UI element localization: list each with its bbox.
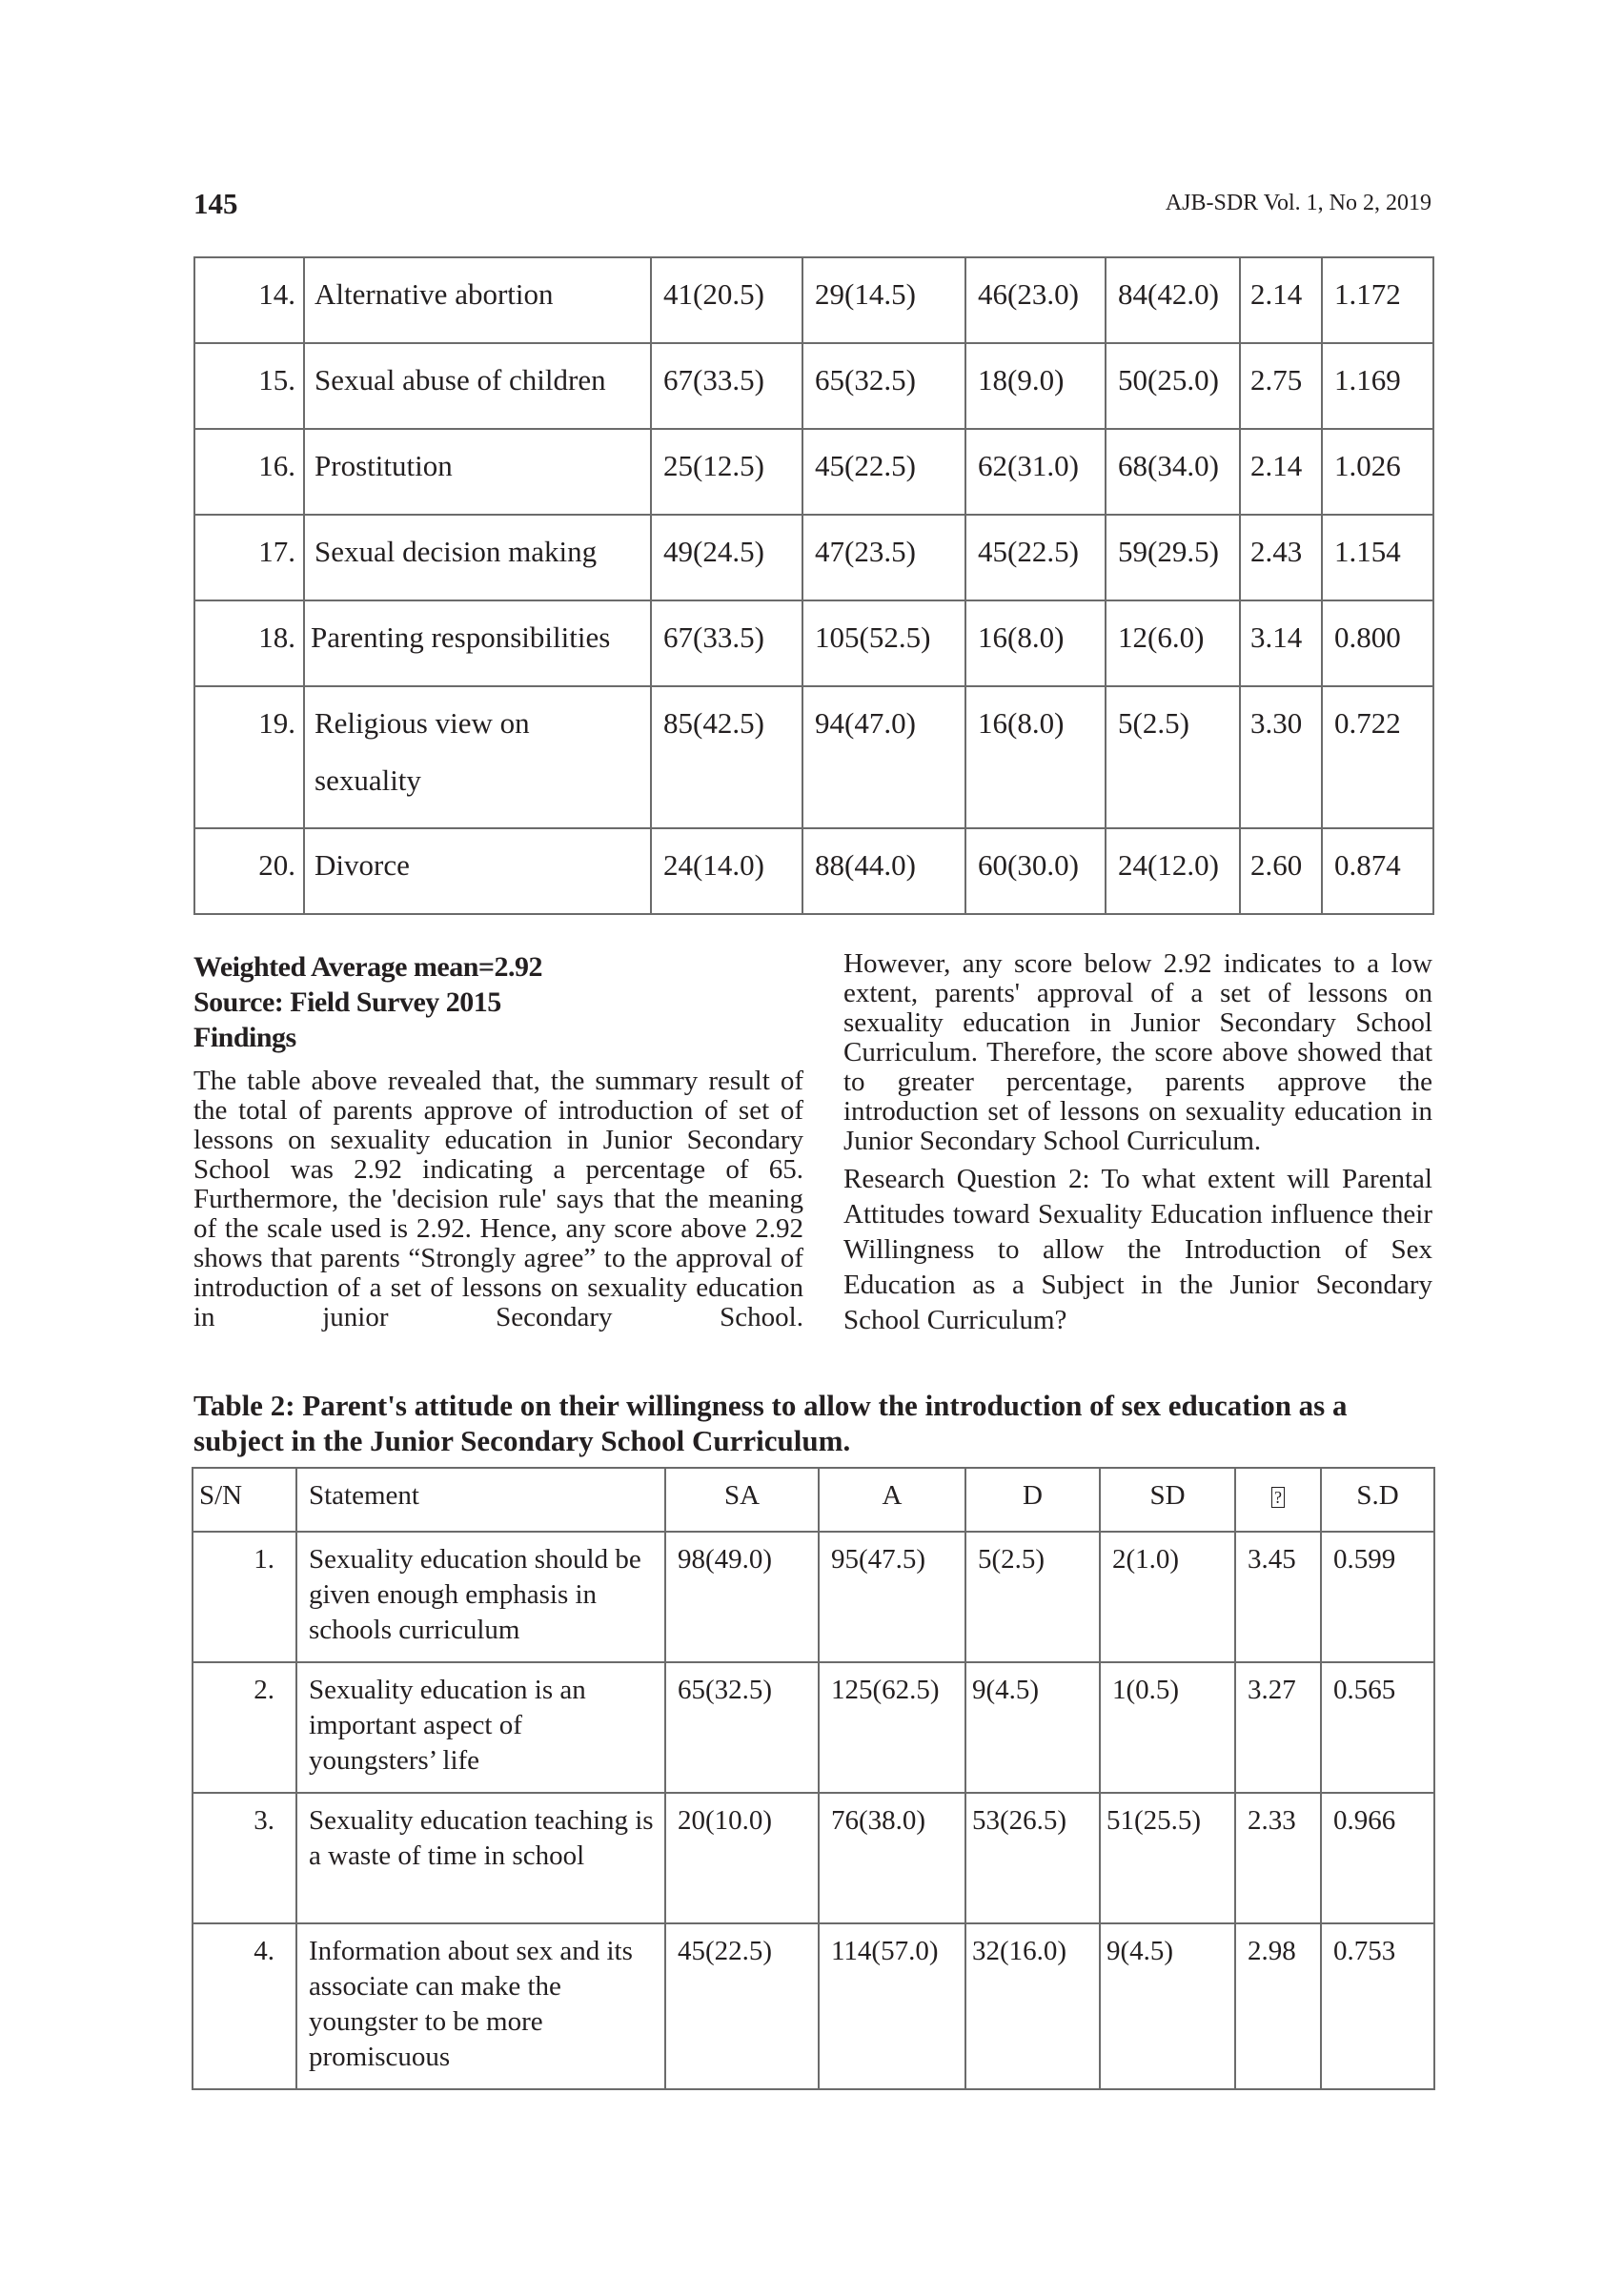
cell-a: 88(44.0) bbox=[802, 828, 965, 914]
cell-sd: 51(25.5) bbox=[1100, 1793, 1235, 1923]
cell-sd: 59(29.5) bbox=[1106, 515, 1240, 600]
row-sn: 14. bbox=[194, 257, 304, 343]
cell-sa: 24(14.0) bbox=[651, 828, 802, 914]
cell-a: 65(32.5) bbox=[802, 343, 965, 429]
findings-heading: Findings bbox=[193, 1022, 296, 1053]
cell-d: 32(16.0) bbox=[965, 1923, 1100, 2089]
cell-d: 16(8.0) bbox=[965, 600, 1106, 686]
row-statement: Information about sex and its associate can make the youngster to be more promiscuous bbox=[296, 1923, 665, 2089]
table-row bbox=[194, 515, 1433, 600]
cell-sd: 12(6.0) bbox=[1106, 600, 1240, 686]
cell-d: 53(26.5) bbox=[965, 1793, 1100, 1923]
row-sn: 17. bbox=[194, 515, 304, 600]
cell-sa: 65(32.5) bbox=[665, 1662, 819, 1793]
cell-sa: 20(10.0) bbox=[665, 1793, 819, 1923]
cell-std: 0.874 bbox=[1322, 828, 1433, 914]
left-column bbox=[193, 949, 803, 1332]
header-statement: Statement bbox=[296, 1468, 665, 1532]
cell-mean: 3.27 bbox=[1235, 1662, 1321, 1793]
cell-std: 0.599 bbox=[1321, 1532, 1434, 1662]
row-statement: Divorce bbox=[304, 828, 651, 914]
row-sn: 3. bbox=[193, 1793, 296, 1923]
cell-mean: 2.75 bbox=[1240, 343, 1322, 429]
row-statement: Sexuality education should be given enough emphasis in schools curriculum bbox=[296, 1532, 665, 1662]
cell-sa: 41(20.5) bbox=[651, 257, 802, 343]
cell-mean: 2.98 bbox=[1235, 1923, 1321, 2089]
row-sn: 18. bbox=[194, 600, 304, 686]
findings-paragraph: The table above revealed that, the summary result of the total of parents approve of introduction of set of lessons on sexuality education in Junior Secondary School was 2.92 indicating a percentage of 65. Furthermore, the 'decision rule' says that the meaning of the scale used is 2.92. Hence, any score above 2.92 shows that parents “Strongly agree” to the approval of introduction of a set of lessons on sexuality education in junior Secondary School. bbox=[193, 1066, 803, 1332]
cell-mean: 2.33 bbox=[1235, 1793, 1321, 1923]
table-header-row bbox=[193, 1468, 1434, 1532]
cell-a: 47(23.5) bbox=[802, 515, 965, 600]
page-number: 145 bbox=[193, 187, 238, 220]
table-row bbox=[194, 600, 1433, 686]
cell-a: 45(22.5) bbox=[802, 429, 965, 515]
cell-mean: 2.14 bbox=[1240, 429, 1322, 515]
row-statement: Prostitution bbox=[304, 429, 651, 515]
cell-std: 1.172 bbox=[1322, 257, 1433, 343]
cell-std: 0.966 bbox=[1321, 1793, 1434, 1923]
row-sn: 1. bbox=[193, 1532, 296, 1662]
cell-d: 46(23.0) bbox=[965, 257, 1106, 343]
cell-sd: 84(42.0) bbox=[1106, 257, 1240, 343]
cell-d: 60(30.0) bbox=[965, 828, 1106, 914]
cell-d: 62(31.0) bbox=[965, 429, 1106, 515]
cell-a: 95(47.5) bbox=[819, 1532, 965, 1662]
row-statement: Sexuality education is an important aspect of youngsters’ life bbox=[296, 1662, 665, 1793]
table1-continued bbox=[193, 256, 1434, 915]
interpretation-paragraph: However, any score below 2.92 indicates to a low extent, parents' approval of a set of lessons on sexuality education in Junior Secondary School Curriculum. Therefore, the score above showed that to greater percentage, parents approve the introduction set of lessons on sexuality education in Junior Secondary School Curriculum. bbox=[843, 948, 1432, 1156]
cell-sa: 67(33.5) bbox=[651, 343, 802, 429]
cell-std: 0.800 bbox=[1322, 600, 1433, 686]
cell-mean: 3.45 bbox=[1235, 1532, 1321, 1662]
row-statement: Sexuality education teaching is a waste of time in school bbox=[296, 1793, 665, 1923]
header-sd: SD bbox=[1100, 1468, 1235, 1532]
research-question: Research Question 2: To what extent will Parental Attitudes toward Sexuality Education influence their Willingness to allow the Introduction of Sex Education as a Subject in the Junior Secondary School Curriculum? bbox=[843, 1164, 1432, 1335]
cell-sa: 98(49.0) bbox=[665, 1532, 819, 1662]
cell-sa: 45(22.5) bbox=[665, 1923, 819, 2089]
cell-d: 18(9.0) bbox=[965, 343, 1106, 429]
cell-a: 29(14.5) bbox=[802, 257, 965, 343]
cell-sd: 50(25.0) bbox=[1106, 343, 1240, 429]
cell-mean: 3.14 bbox=[1240, 600, 1322, 686]
row-statement bbox=[304, 686, 651, 828]
running-head: AJB-SDR Vol. 1, No 2, 2019 bbox=[1165, 191, 1431, 215]
table-row bbox=[194, 686, 1433, 828]
cell-sd: 1(0.5) bbox=[1100, 1662, 1235, 1793]
cell-sa: 25(12.5) bbox=[651, 429, 802, 515]
cell-sa: 49(24.5) bbox=[651, 515, 802, 600]
cell-std: 0.565 bbox=[1321, 1662, 1434, 1793]
cell-sd: 24(12.0) bbox=[1106, 828, 1240, 914]
cell-a: 105(52.5) bbox=[802, 600, 965, 686]
row-sn: 20. bbox=[194, 828, 304, 914]
table-row bbox=[193, 1662, 1434, 1793]
cell-sd: 5(2.5) bbox=[1106, 686, 1240, 828]
cell-a: 114(57.0) bbox=[819, 1923, 965, 2089]
cell-std: 1.154 bbox=[1322, 515, 1433, 600]
cell-std: 0.722 bbox=[1322, 686, 1433, 828]
row-sn: 2. bbox=[193, 1662, 296, 1793]
cell-a: 94(47.0) bbox=[802, 686, 965, 828]
cell-d: 45(22.5) bbox=[965, 515, 1106, 600]
header-sn: S/N bbox=[193, 1468, 296, 1532]
table2 bbox=[192, 1467, 1435, 2090]
cell-mean: 2.60 bbox=[1240, 828, 1322, 914]
source-note: Source: Field Survey 2015 bbox=[193, 986, 501, 1018]
cell-sa: 85(42.5) bbox=[651, 686, 802, 828]
cell-a: 76(38.0) bbox=[819, 1793, 965, 1923]
cell-mean: 2.14 bbox=[1240, 257, 1322, 343]
cell-d: 5(2.5) bbox=[965, 1532, 1100, 1662]
row-sn: 15. bbox=[194, 343, 304, 429]
cell-mean: 3.30 bbox=[1240, 686, 1322, 828]
row-statement: Alternative abortion bbox=[304, 257, 651, 343]
table-row bbox=[193, 1793, 1434, 1923]
header-a: A bbox=[819, 1468, 965, 1532]
header-d: D bbox=[965, 1468, 1100, 1532]
statement-line: Religious view on bbox=[315, 706, 530, 740]
weighted-mean-note: Weighted Average mean=2.92 bbox=[193, 951, 542, 983]
table-row bbox=[193, 1532, 1434, 1662]
row-sn: 19. bbox=[194, 686, 304, 828]
row-sn: 16. bbox=[194, 429, 304, 515]
cell-std: 1.169 bbox=[1322, 343, 1433, 429]
missing-glyph-mean-icon: ? bbox=[1271, 1487, 1285, 1508]
table-row bbox=[194, 343, 1433, 429]
table-row bbox=[194, 257, 1433, 343]
right-column bbox=[843, 949, 1432, 1338]
cell-d: 9(4.5) bbox=[965, 1662, 1100, 1793]
cell-std: 1.026 bbox=[1322, 429, 1433, 515]
cell-sa: 67(33.5) bbox=[651, 600, 802, 686]
cell-a: 125(62.5) bbox=[819, 1662, 965, 1793]
cell-mean: 2.43 bbox=[1240, 515, 1322, 600]
table-row bbox=[193, 1923, 1434, 2089]
cell-sd: 2(1.0) bbox=[1100, 1532, 1235, 1662]
row-statement: Parenting responsibilities bbox=[304, 600, 651, 686]
header-sa: SA bbox=[665, 1468, 819, 1532]
table2-caption: Table 2: Parent's attitude on their willingness to allow the introduction of sex education as a subject in the Junior Secondary School Curriculum. bbox=[193, 1389, 1348, 1457]
cell-std: 0.753 bbox=[1321, 1923, 1434, 2089]
statement-line: sexuality bbox=[315, 763, 421, 797]
table-row bbox=[194, 429, 1433, 515]
table-row bbox=[194, 828, 1433, 914]
cell-sd: 68(34.0) bbox=[1106, 429, 1240, 515]
row-sn: 4. bbox=[193, 1923, 296, 2089]
cell-d: 16(8.0) bbox=[965, 686, 1106, 828]
row-statement: Sexual decision making bbox=[304, 515, 651, 600]
header-std: S.D bbox=[1321, 1468, 1434, 1532]
cell-sd: 9(4.5) bbox=[1100, 1923, 1235, 2089]
header-mean bbox=[1235, 1468, 1321, 1532]
row-statement: Sexual abuse of children bbox=[304, 343, 651, 429]
